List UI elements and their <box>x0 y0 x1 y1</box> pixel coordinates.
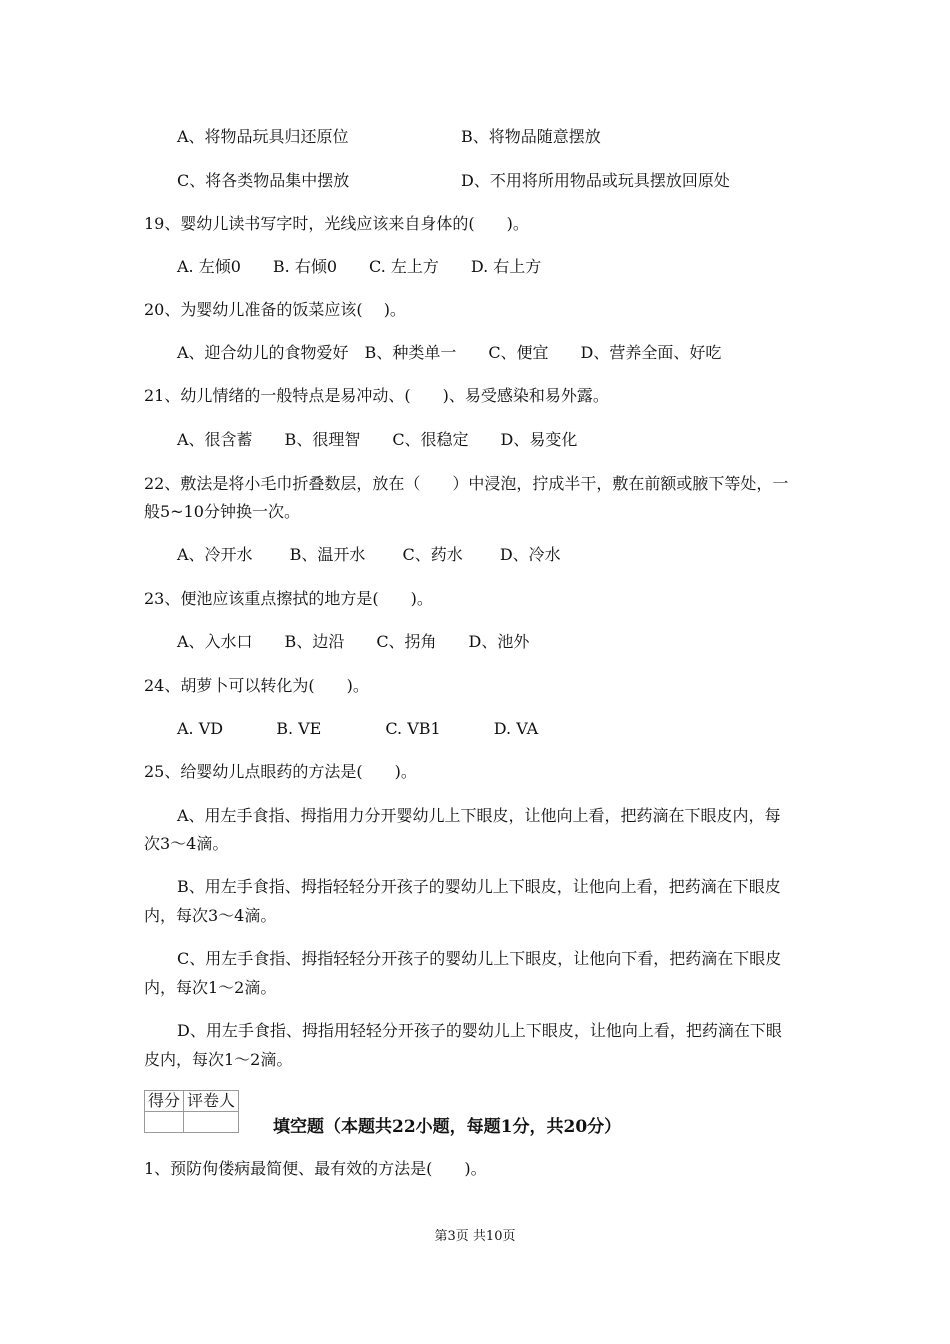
q19-options: A. 左倾0 B. 右倾0 C. 左上方 D. 右上方 <box>177 257 542 276</box>
q20-stem: 20、为婴幼儿准备的饭菜应该( )。 <box>144 300 406 319</box>
q18-option-c: C、将各类物品集中摆放 <box>177 171 350 190</box>
q24-options: A. VD B. VE C. VB1 D. VA <box>177 719 539 738</box>
q22-stem-line2: 般5~10分钟换一次。 <box>144 502 300 521</box>
q18-option-b: B、将物品随意摆放 <box>461 127 601 146</box>
q22-stem-line1: 22、敷法是将小毛巾折叠数层，放在（ ）中浸泡，拧成半干，敷在前额或腋下等处，一 <box>144 474 789 493</box>
q18-option-a: A、将物品玩具归还原位 <box>177 127 349 146</box>
q25-option-d-line1: D、用左手食指、拇指用轻轻分开孩子的婴幼儿上下眼皮，让他向上看，把药滴在下眼 <box>177 1021 782 1040</box>
q22-options: A、冷开水 B、温开水 C、药水 D、冷水 <box>177 545 561 564</box>
grader-cell[interactable] <box>184 1112 239 1133</box>
q25-option-b-line1: B、用左手食指、拇指轻轻分开孩子的婴幼儿上下眼皮，让他向上看，把药滴在下眼皮 <box>177 877 781 896</box>
q25-option-d-line2: 皮内，每次1～2滴。 <box>144 1050 293 1069</box>
q25-option-c-line1: C、用左手食指、拇指轻轻分开孩子的婴幼儿上下眼皮，让他向下看，把药滴在下眼皮 <box>177 949 782 968</box>
score-label: 得分 <box>145 1091 184 1112</box>
q21-options: A、很含蓄 B、很理智 C、很稳定 D、易变化 <box>177 430 578 449</box>
grader-label: 评卷人 <box>184 1091 239 1112</box>
q24-stem: 24、胡萝卜可以转化为( )。 <box>144 676 369 695</box>
q23-options: A、入水口 B、边沿 C、拐角 D、池外 <box>177 632 530 651</box>
q25-stem: 25、给婴幼儿点眼药的方法是( )。 <box>144 762 417 781</box>
q18-option-d: D、不用将所用物品或玩具摆放回原处 <box>461 171 730 190</box>
score-cell[interactable] <box>145 1112 184 1133</box>
q25-option-a-line1: A、用左手食指、拇指用力分开婴幼儿上下眼皮，让他向上看，把药滴在下眼皮内，每 <box>177 806 781 825</box>
page-footer: 第3页 共10页 <box>434 1229 516 1244</box>
q21-stem: 21、幼儿情绪的一般特点是易冲动、( )、易受感染和易外露。 <box>144 386 609 405</box>
q23-stem: 23、便池应该重点擦拭的地方是( )。 <box>144 589 433 608</box>
score-box <box>144 1090 239 1133</box>
q25-option-a-line2: 次3～4滴。 <box>144 834 229 853</box>
section-title: 填空题（本题共22小题，每题1分，共20分） <box>273 1117 622 1137</box>
q19-stem: 19、婴幼儿读书写字时，光线应该来自身体的( )。 <box>144 214 529 233</box>
q25-option-b-line2: 内，每次3～4滴。 <box>144 906 277 925</box>
q20-options: A、迎合幼儿的食物爱好 B、种类单一 C、便宜 D、营养全面、好吃 <box>177 343 722 362</box>
q25-option-c-line2: 内，每次1～2滴。 <box>144 978 277 997</box>
fill1-stem: 1、预防佝偻病最简便、最有效的方法是( )。 <box>144 1159 487 1178</box>
